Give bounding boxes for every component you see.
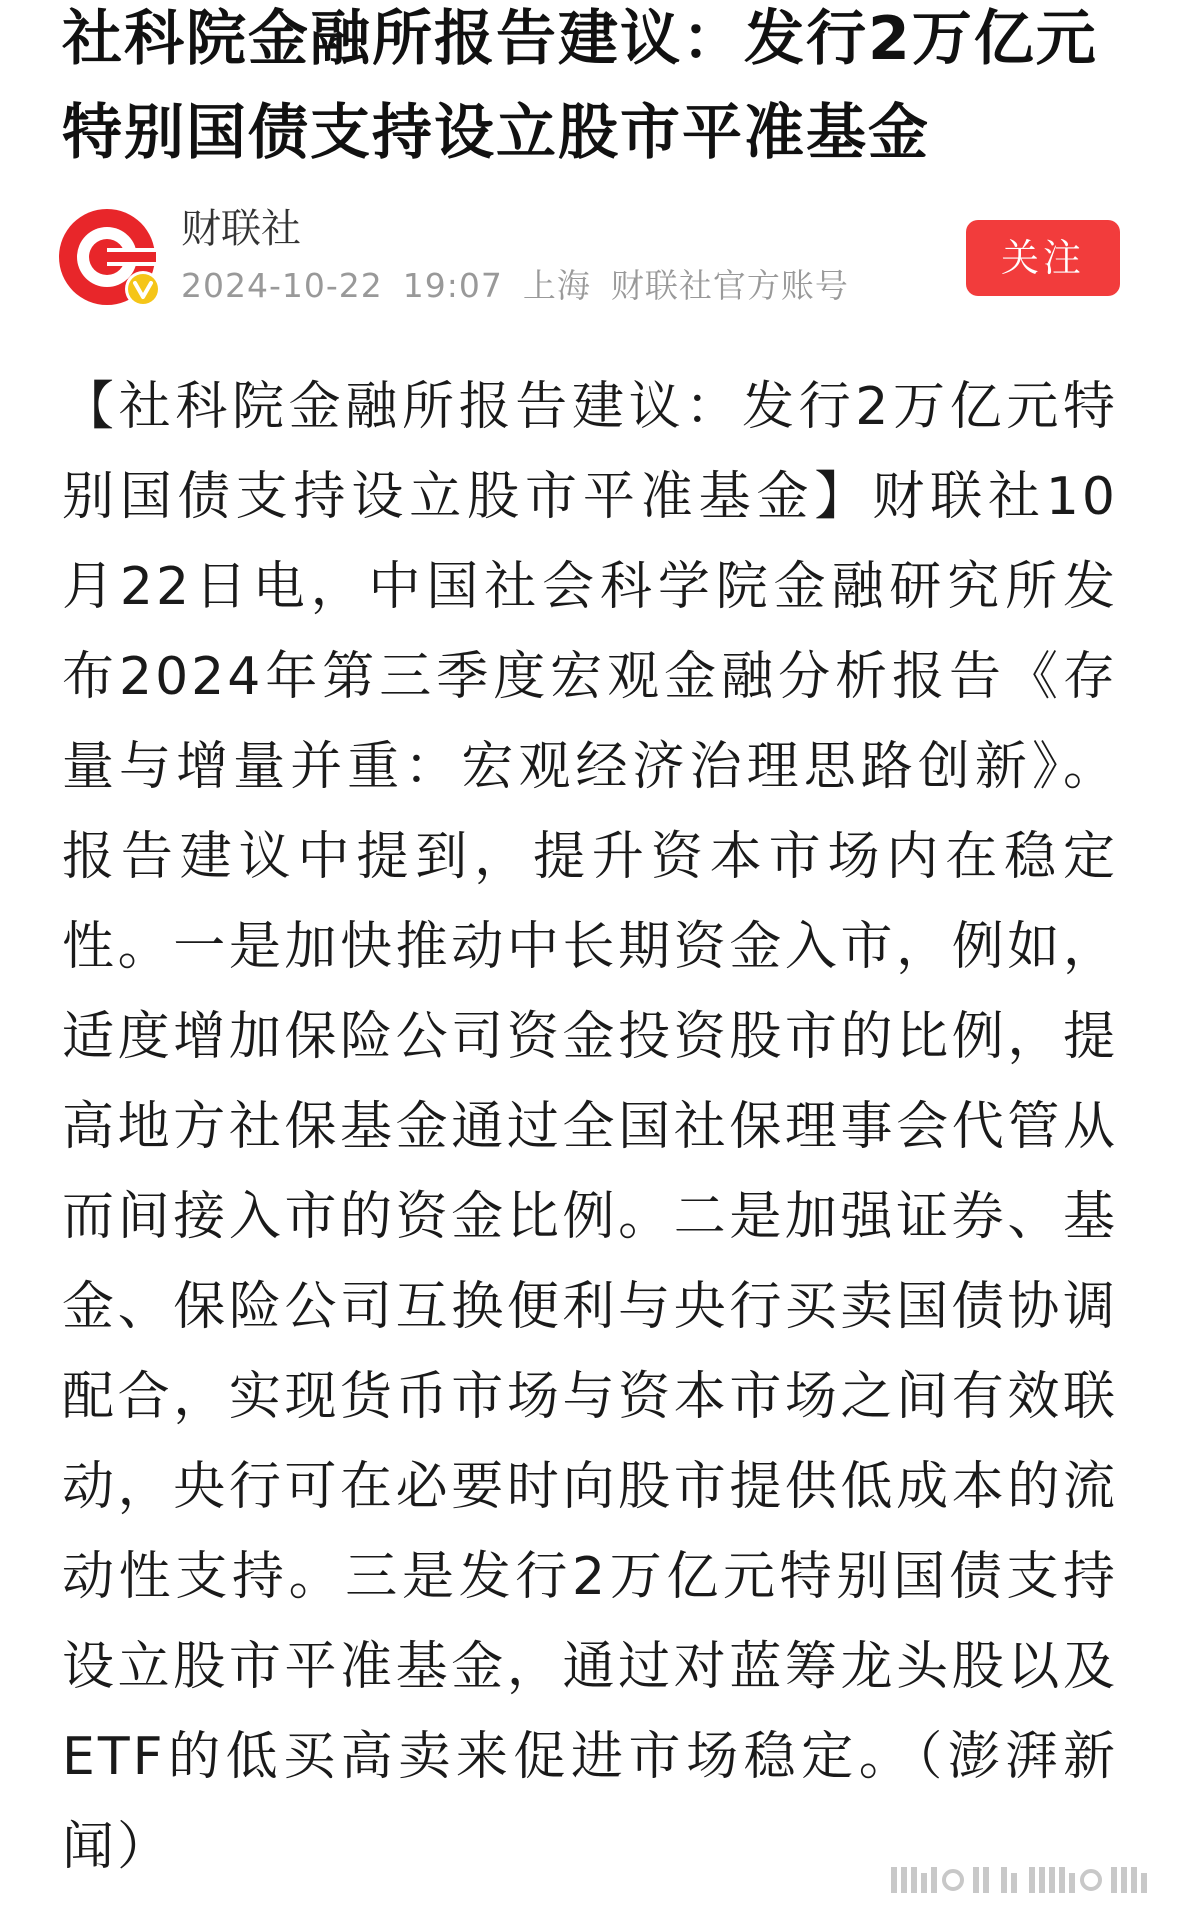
verified-badge	[124, 270, 162, 308]
article-title: 社科院金融所报告建议：发行2万亿元特别国债支持设立股市平准基金	[62, 4, 1098, 168]
watermark-icon	[891, 1865, 1151, 1895]
verified-v-icon	[124, 270, 162, 308]
follow-button[interactable]: 关注	[966, 220, 1120, 296]
publish-location: 上海	[522, 266, 591, 305]
author-row	[58, 200, 1120, 312]
publish-date: 2024-10-22	[181, 266, 383, 305]
publish-time: 19:07	[402, 266, 503, 305]
account-type: 财联社官方账号	[610, 266, 849, 305]
article-body: 【社科院金融所报告建议：发行2万亿元特别国债支持设立股市平准基金】财联社10月22日电，中国社会科学院金融研究所发布2024年第三季度宏观金融分析报告《存量与增量并重：宏观经济治理思路创新》。报告建议中提到，提升资本市场内在稳定性。一是加快推动中长期资金入市，例如，适度增加保险公司资金投资股市的比例，提高地方社保基金通过全国社保理事会代管从而间接入市的资金比例。二是加强证券、基金、保险公司互换便利与央行买卖国债协调配合，实现货币市场与资本市场之间有效联动，央行可在必要时向股市提供低成本的流动性支持。三是发行2万亿元特别国债支持设立股市平准基金，通过对蓝筹龙头股以及ETF的低买高卖来促进市场稳定。（澎湃新闻）	[62, 377, 1118, 1877]
author-name[interactable]: 财联社	[181, 206, 301, 252]
author-meta	[181, 264, 869, 308]
